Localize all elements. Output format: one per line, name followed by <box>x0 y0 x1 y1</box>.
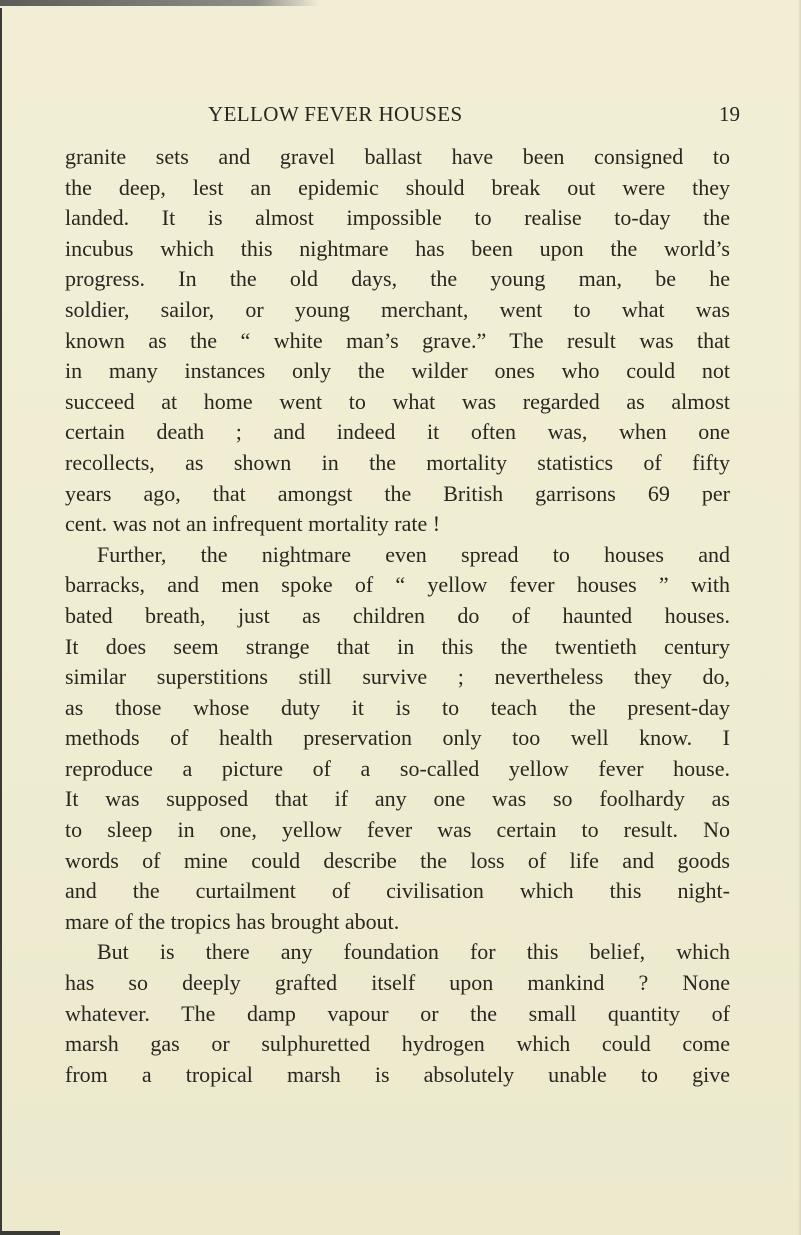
text-line: to sleep in one, yellow fever was certain to result. No <box>65 817 730 843</box>
page-number: 19 <box>719 102 740 126</box>
text-line: methods of health preservation only too well know. I <box>65 725 730 751</box>
page-edge-bottom <box>0 1231 60 1235</box>
text-line: It does seem strange that in this the twentieth century <box>65 633 730 659</box>
text-line: succeed at home went to what was regarded as almost <box>65 388 730 414</box>
text-line: words of mine could describe the loss of life and goods <box>65 847 730 873</box>
text-line: known as the “ white man’s grave.” The result was that <box>65 327 730 353</box>
text-line: progress. In the old days, the young man, be he <box>65 266 730 292</box>
text-line: certain death ; and indeed it often was, when one <box>65 419 730 445</box>
text-line: granite sets and gravel ballast have been consigned to <box>65 144 730 169</box>
page-edge-left <box>0 8 2 1235</box>
text-line: cent. was not an infrequent mortality rate ! <box>65 511 441 537</box>
text-line: has so deeply grafted itself upon mankind ? None <box>65 970 730 996</box>
text-line: reproduce a picture of a so-called yellow fever house. <box>65 755 730 781</box>
text-line: whatever. The damp vapour or the small quantity of <box>65 1000 730 1026</box>
text-line: bated breath, just as children do of haunted houses. <box>65 602 730 628</box>
running-title: YELLOW FEVER HOUSES <box>208 102 463 126</box>
text-line: But is there any foundation for this belief, which <box>97 939 730 965</box>
text-line: incubus which this nightmare has been upon the world’s <box>65 235 730 261</box>
text-line: from a tropical marsh is absolutely unable to give <box>65 1061 730 1087</box>
text-line: marsh gas or sulphuretted hydrogen which could come <box>65 1031 730 1057</box>
text-line: and the curtailment of civilisation which this night- <box>65 878 730 904</box>
text-line: recollects, as shown in the mortality statistics of fifty <box>65 449 730 475</box>
text-line: mare of the tropics has brought about. <box>65 908 400 934</box>
text-line: the deep, lest an epidemic should break out were they <box>65 174 730 200</box>
running-head <box>60 102 740 132</box>
text-line: barracks, and men spoke of “ yellow fever houses ” with <box>65 572 730 598</box>
text-line: Further, the nightmare even spread to houses and <box>97 541 730 567</box>
page-edge-top <box>0 0 320 6</box>
text-line: landed. It is almost impossible to realise to-day the <box>65 205 730 231</box>
text-line: years ago, that amongst the British garrisons 69 per <box>65 480 730 506</box>
text-line: similar superstitions still survive ; nevertheless they do, <box>65 664 730 690</box>
body-text <box>65 142 730 1090</box>
text-line: soldier, sailor, or young merchant, went to what was <box>65 296 730 322</box>
text-line: in many instances only the wilder ones who could not <box>65 358 730 384</box>
text-line: as those whose duty it is to teach the present-day <box>65 694 730 720</box>
text-line: It was supposed that if any one was so foolhardy as <box>65 786 730 812</box>
